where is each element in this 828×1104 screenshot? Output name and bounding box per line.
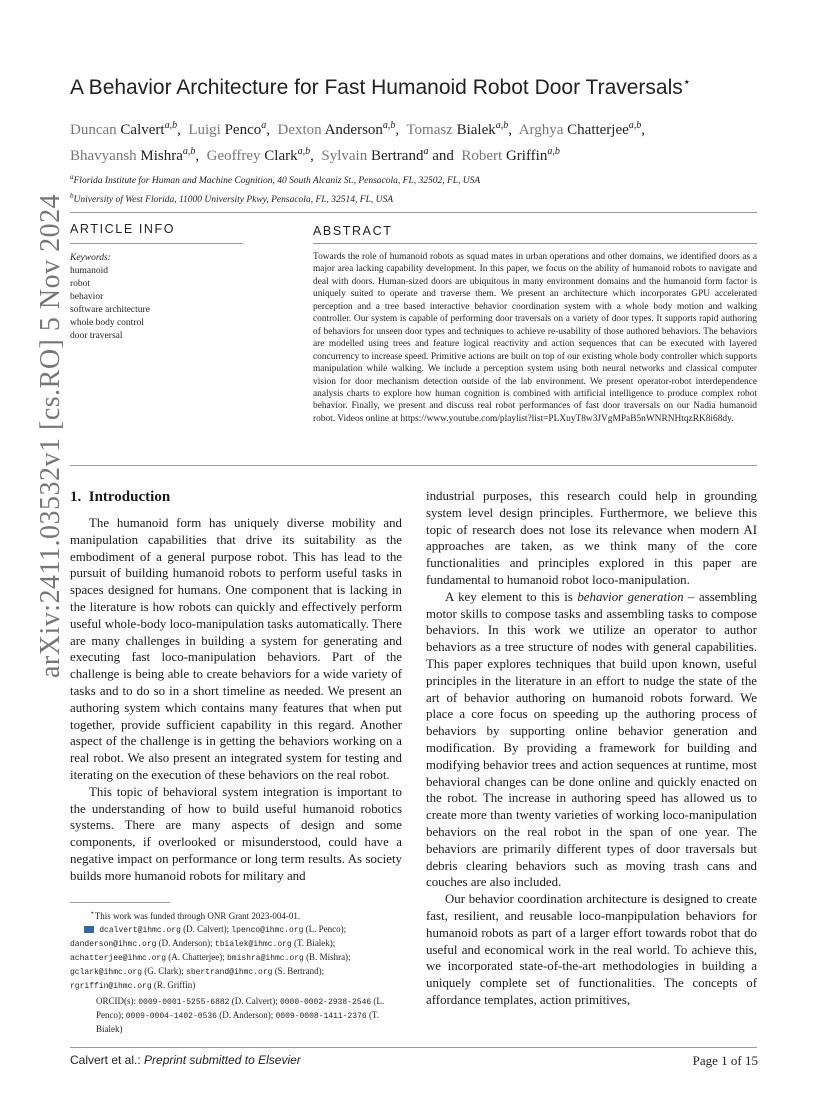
header-divider xyxy=(70,212,757,213)
email-line: dcalvert@ihmc.org (D. Calvert); lpenco@ihmc.org (L. Penco); xyxy=(70,923,406,937)
paper-title xyxy=(70,74,691,100)
email-line: gclark@ihmc.org (G. Clark); sbertrand@ihmc.org (S. Bertrand); xyxy=(70,966,325,977)
article-info-heading: ARTICLE INFO xyxy=(70,222,176,236)
orcid-link[interactable]: 0000-0002-2938-2546 xyxy=(279,998,372,1007)
affiliations xyxy=(70,170,770,208)
keyword: behavior xyxy=(70,292,104,302)
email-link[interactable]: achatterjee@ihmc.org xyxy=(70,954,167,963)
title-text: A Behavior Architecture for Fast Humanoid Robot Door Traversals xyxy=(70,76,683,99)
page-number: Page 1 of 15 xyxy=(692,1053,758,1068)
author: Duncan Calvert$^{a,b}$, xyxy=(70,120,181,138)
affiliation: $^b$University of West Florida, 11000 University Pkwy, Pensacola, FL, 32514, FL, USA xyxy=(70,192,394,206)
paragraph: This topic of behavioral system integration is important to the understanding of how to build useful humanoid robotics systems. There are many aspects of design and some components, if overlooked or misunderstood, could have a negative impact on performance or long term results. As society builds more humanoid robots for military and xyxy=(70,784,402,883)
orcid-link[interactable]: 0009-0008-1411-2376 xyxy=(275,1012,367,1021)
author: Arghya Chatterjee$^{a,b}$, xyxy=(518,120,646,138)
keywords-list xyxy=(70,252,150,343)
paragraph: The humanoid form has uniquely diverse mobility and manipulation capabilities that drive its suitability as the embodiment of a general purpose robot. This has lead to the pursuit of building humanoid robots to perform useful tasks in spaces designed for humans. One component that is lacking in the literature is how robots can quickly and effectively perform useful whole-body loco-manipulation tasks automatically. There are many challenges in building a system for generating and executing fast loco-manipulation behaviors. Part of the challenge is being able to create behaviors for a wide variety of tasks and to do so in a short timeline as needed. We present an authoring system which contains many features that when put together, provide sufficient capability in this regard. Another aspect of the challenge is in getting the behaviors working on a real robot. We also present an integrated system for testing and iterating on the execution of these behaviors on the real robot. xyxy=(70,516,402,782)
author: Bhavyansh Mishra$^{a,b}$, xyxy=(70,146,200,164)
section-heading: 1. Introduction xyxy=(70,489,171,505)
footer-divider xyxy=(70,1047,757,1048)
paragraph: industrial purposes, this research could help in grounding system level design principles. Furthermore, we believe this topic of research does not lose its relevance when modern AI approaches are taken, as we think many of the core functionalities and principles explored in this paper are fundamental to humanoid robot loco-manipulation. xyxy=(426,489,757,587)
left-column xyxy=(70,515,402,885)
email-line: danderson@ihmc.org (D. Anderson); tbialek@ihmc.org (T. Bialek); xyxy=(70,938,336,949)
keyword: software architecture xyxy=(70,305,150,315)
envelope-icon xyxy=(84,926,94,933)
email-link[interactable]: lpenco@ihmc.org xyxy=(231,926,304,935)
author: Luigi Penco$^a$, xyxy=(188,120,270,138)
article-info-rule xyxy=(70,243,243,244)
email-link[interactable]: gclark@ihmc.org xyxy=(70,968,143,977)
funding-note: ⋆This work was funded through ONR Grant 2023-004-01. xyxy=(90,908,301,921)
abstract-body: Towards the role of humanoid robots as squad mates in urban operations and other domains, we identified doors as a major area lacking capability development. In this paper, we focus on the ability of humanoid robots to navigate and deal with doors. Human-sized doors are ubiquitous in many environment domains and the humanoid form factor is uniquely suited to operate and traverse them. We present an architecture which incorporates GPU accelerated perception and a tree based interactive behavior coordination system with a whole body motion and walking controller. Our system is capable of performing door traversals on a variety of door types. It supports rapid authoring of behaviors for unseen door types and techniques to achieve re-usability of those authored behaviors. The behaviors are modelled using trees and feature logical reactivity and action sequences that can be executed with layered concurrency to increase speed. Primitive actions are built on top of our existing whole body controller which supports manipulation while walking. We include a perception system using both neural networks and classical computer vision for door mechanism detection outside of the lab environment. We present operator-robot interdependence analysis charts to explore how human cognition is combined with artificial intelligence to produce complex robot behavior. Finally, we present and discuss real robot performances of fast door traversals on our Nadia humanoid robot. Videos online at https://www.youtube.com/playlist?list=PLXuyT8w3JVgMPaB5nWNRNHtqzRK8i68dy. xyxy=(313,252,757,424)
keyword: humanoid xyxy=(70,266,108,276)
footnote-rule xyxy=(70,902,170,903)
right-column xyxy=(426,488,757,1009)
title-footnote-mark: ⋆ xyxy=(682,74,691,89)
and-word: and xyxy=(432,148,454,164)
orcid-link[interactable]: 0009-0001-5255-6882 xyxy=(138,998,230,1007)
paragraph: Our behavior coordination architecture is designed to create fast, resilient, and reusable loco-manpipulation behaviors for humanoid robots as part of a larger effort towards robot that do useful and economical work in the real world. To achieve this, we incorporated state-of-the-art methodologies in building a uniquely complete set of functionalities. The concepts of affordance templates, action primitives, xyxy=(426,892,757,1007)
author: Tomasz Bialek$^{a,b}$, xyxy=(406,120,512,138)
footnotes xyxy=(70,906,406,1036)
keyword: robot xyxy=(70,279,91,289)
email-link[interactable]: sbertrand@ihmc.org xyxy=(186,968,273,977)
email-link[interactable]: tbialek@ihmc.org xyxy=(214,940,292,949)
keyword: whole body control xyxy=(70,318,144,328)
email-line: achatterjee@ihmc.org (A. Chatterjee); bmishra@ihmc.org (B. Mishra); xyxy=(70,952,351,963)
email-link[interactable]: rgriffin@ihmc.org xyxy=(70,982,152,991)
abstract-heading: ABSTRACT xyxy=(313,224,393,238)
author: Geoffrey Clark$^{a,b}$, xyxy=(206,146,314,164)
email-line: rgriffin@ihmc.org (R. Griffin) xyxy=(70,980,196,991)
email-link[interactable]: danderson@ihmc.org xyxy=(70,940,157,949)
keywords-label: Keywords: xyxy=(70,253,111,263)
email-link[interactable]: bmishra@ihmc.org xyxy=(227,954,304,963)
abstract-rule xyxy=(313,243,757,244)
author: Sylvain Bertrand$^a$ xyxy=(321,146,429,164)
affiliation: $^a$Florida Institute for Human and Machine Cognition, 40 South Alcaniz St., Pensacola, FL, 32502, FL, USA xyxy=(70,173,481,187)
paragraph: A key element to this is behavior generation – assembling motor skills to compose tasks and assembling tasks to compose behaviors. In this work we utilize an operator to author behaviors as a tree structure of nodes with general capabilities. This paper explores techniques that build upon known, useful principles in the literature in an effort to nudge the state of the art of behavior authoring on humanoid robots forward. We place a core focus on speeding up the authoring process of behaviors by supporting online behavior generation and modification. By providing a framework for building and modifying behavior trees and action sequences at runtime, most behavioral changes can be done online and quickly enacted on the robot. The increase in authoring speed has allowed us to create more than twenty varieties of working loco-manipulation behaviors on the real robot in the span of one year. The behaviors are primarily different types of door traversals but debris clearing behaviors such as moving trash cans and couches are also included. xyxy=(426,589,757,890)
footer-citation: Calvert et al.: Preprint submitted to Elsevier xyxy=(70,1053,301,1067)
orcid-line: ORCID(s): 0009-0001-5255-6882 (D. Calvert); 0000-0002-2938-2546 (L. Penco); 0009-0004-1402-0536 (D. Anderson); 0009-0008-1411-2376 (T. Bialek) xyxy=(96,996,385,1034)
orcid-link[interactable]: 0009-0004-1402-0536 xyxy=(125,1012,217,1021)
abstract-divider xyxy=(70,465,757,466)
keyword: door traversal xyxy=(70,331,123,341)
author: Robert Griffin$^{a,b}$ xyxy=(461,146,560,164)
arxiv-identifier: arXiv:2411.03532v1 [cs.RO] 5 Nov 2024 xyxy=(35,193,66,678)
author: Dexton Anderson$^{a,b}$, xyxy=(277,120,400,138)
author-list xyxy=(70,115,770,167)
email-link[interactable]: dcalvert@ihmc.org xyxy=(99,926,181,935)
